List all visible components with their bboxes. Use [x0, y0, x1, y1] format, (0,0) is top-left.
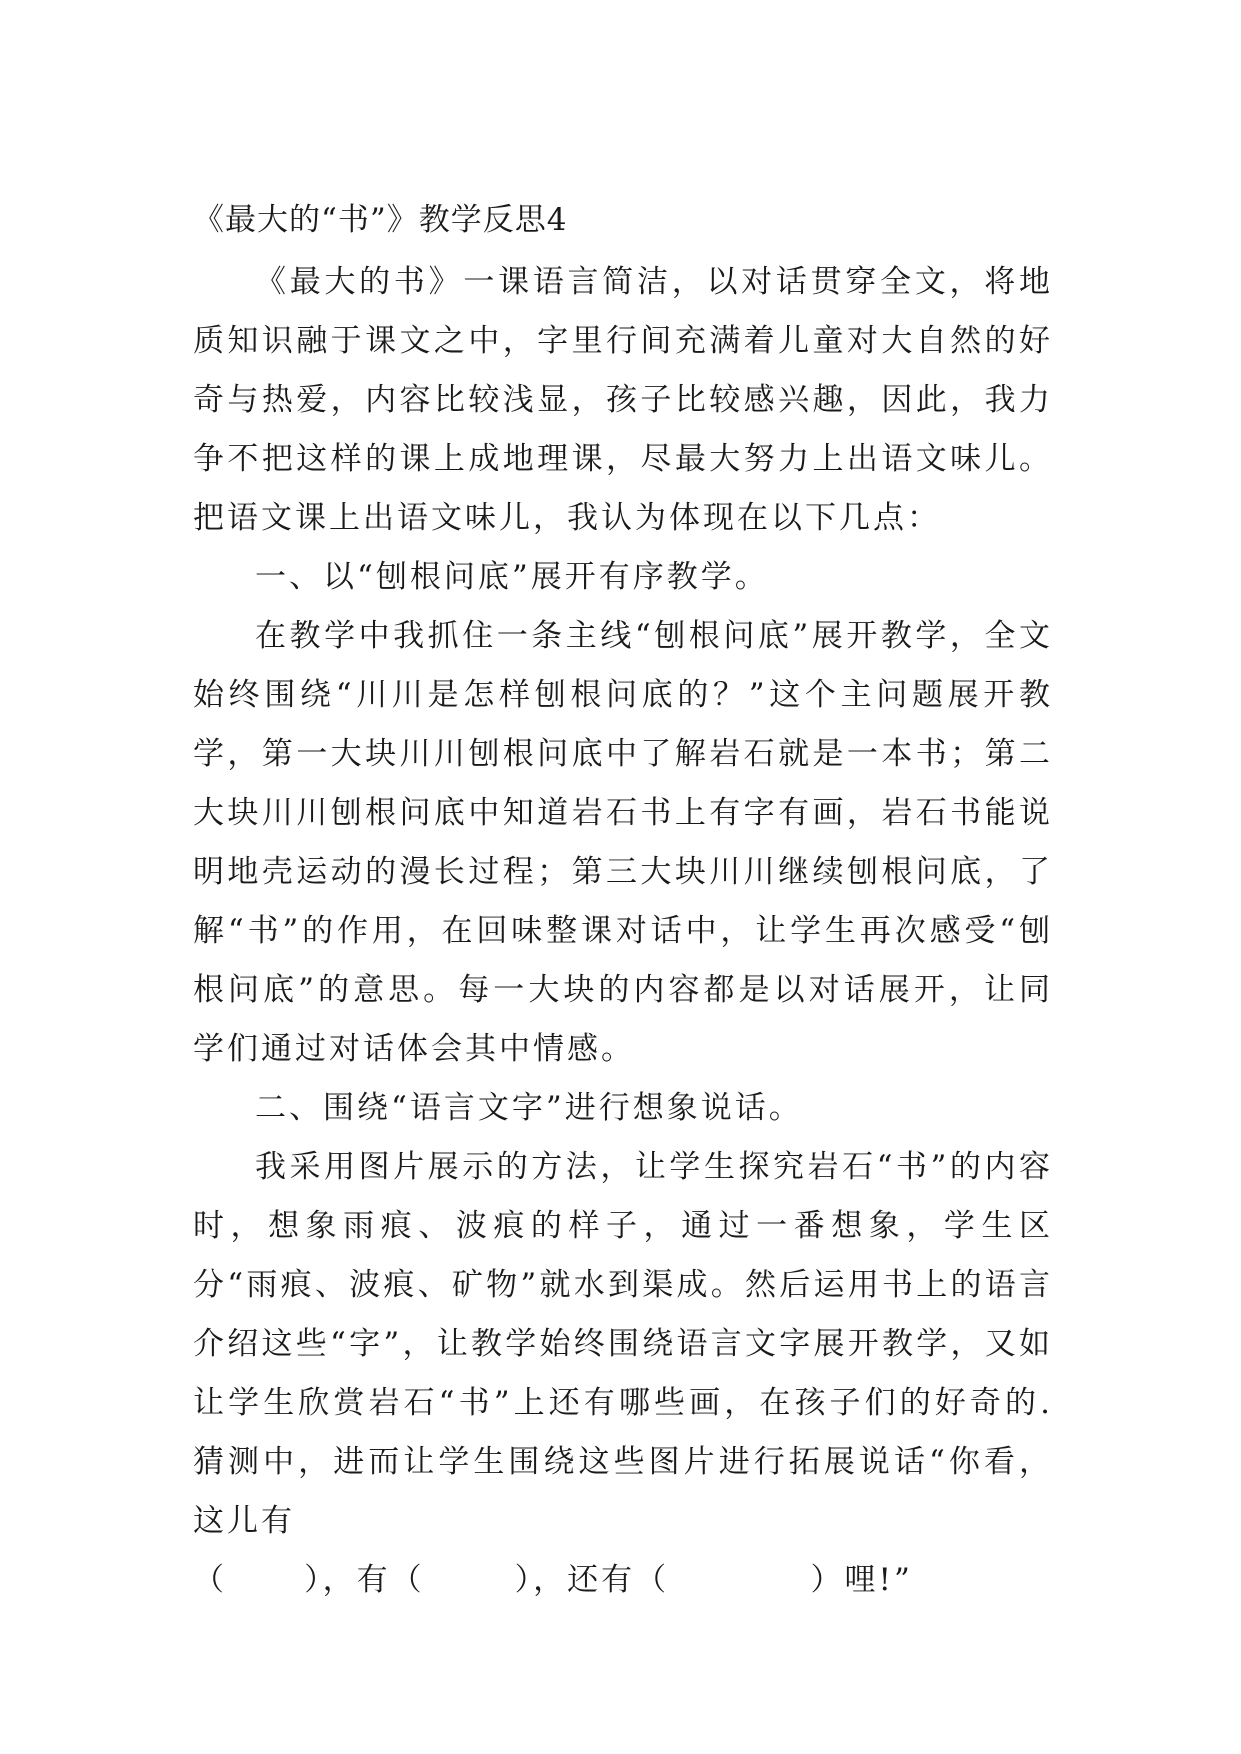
section-heading-1: 一、以“刨根问底”展开有序教学。	[255, 559, 769, 595]
section-heading-2: 二、围绕“语言文字”进行想象说话。	[255, 1090, 803, 1126]
paragraph-section-2: 我采用图片展示的方法，让学生探究岩石“书”的内容时，想象雨痕、波痕的样子，通过一番想象，学生区分“雨痕、波痕、矿物”就水到渠成。然后运用书上的语言介绍这些“字”，让教学始终围绕语言文字展开教学，又如让学生欣赏岩石“书”上还有哪些画，在孩子们的好奇的.猜测中，进而让学生围绕这些图片进行拓展说话“你看，这儿有	[193, 1149, 1053, 1539]
paragraph-section-1: 在教学中我抓住一条主线“刨根问底”展开教学，全文始终围绕“川川是怎样刨根问底的？”这个主问题展开教学，第一大块川川刨根问底中了解岩石就是一本书；第二大块川川刨根问底中知道岩石书上有字有画，岩石书能说明地壳运动的漫长过程；第三大块川川继续刨根问底，了解“书”的作用，在回味整课对话中，让学生再次感受“刨根问底”的意思。每一大块的内容都是以对话展开，让同学们通过对话体会其中情感。	[193, 618, 1053, 1067]
fill-in-blank-line: （ ），有（ ），还有（ ）哩!”	[193, 1562, 913, 1598]
document-title: 《最大的“书”》教学反思4	[193, 202, 568, 238]
paragraph-intro: 《最大的书》一课语言简洁，以对话贯穿全文，将地质知识融于课文之中，字里行间充满着儿童对大自然的好奇与热爱，内容比较浅显，孩子比较感兴趣，因此，我力争不把这样的课上成地理课，尽最大努力上出语文味儿。把语文课上出语文味儿，我认为体现在以下几点：	[193, 264, 1053, 536]
document-page	[193, 196, 1053, 1610]
